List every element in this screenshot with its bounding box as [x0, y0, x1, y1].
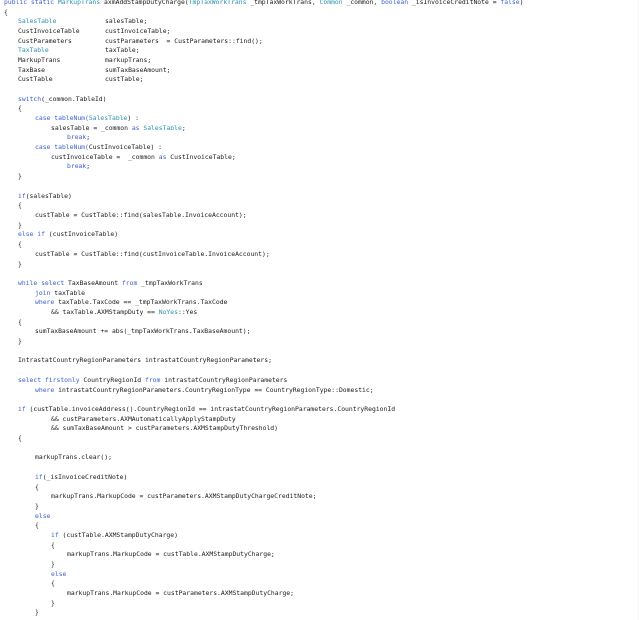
code-token: {	[51, 579, 55, 587]
code-line	[35, 607, 39, 617]
code-line	[35, 210, 247, 220]
code-token: }	[35, 502, 39, 510]
code-token: CustInvoiceTable) :	[88, 143, 162, 151]
code-token: {	[51, 541, 55, 549]
code-token: }	[51, 560, 55, 568]
code-line	[51, 491, 316, 501]
code-line	[18, 433, 22, 443]
code-token: TaxTable	[18, 46, 49, 54]
code-token: && taxTable.AXMStampDuty ==	[51, 308, 159, 316]
code-token: switch	[18, 95, 42, 103]
code-token: CustInvoiceTable	[18, 27, 80, 35]
code-line	[35, 249, 270, 259]
code-token: (custTable.invoiceAddress().CountryRegionId == intrastatCountryRegionParameters.CountryRegionId	[29, 405, 396, 413]
code-token: public static	[4, 0, 58, 6]
code-declaration-name	[105, 55, 151, 65]
code-token: SalesTable	[18, 17, 57, 25]
code-token: }	[18, 221, 22, 229]
code-token: CountryRegionId	[83, 376, 145, 384]
code-token: taxTable.TaxCode == _tmpTaxWorkTrans.TaxCode	[58, 298, 228, 306]
code-token: custParameters = CustParameters::find();	[105, 37, 263, 45]
code-token: markupTrans.clear();	[35, 453, 112, 461]
code-token: case	[35, 114, 55, 122]
code-line	[18, 375, 287, 385]
code-token: case	[35, 143, 55, 151]
code-token: {	[18, 201, 22, 209]
code-line	[35, 297, 227, 307]
code-token: {	[18, 434, 22, 442]
code-line	[18, 16, 148, 26]
code-token: intrastatCountryRegionParameters.CountryRegionType == CountryRegionType::Domestic;	[58, 386, 374, 394]
code-line	[35, 520, 39, 530]
code-token: NoYes	[158, 308, 178, 316]
code-token: MarkupTrans	[18, 56, 61, 64]
code-token: (_common.TableId)	[41, 95, 107, 103]
code-token: )	[519, 0, 524, 6]
code-token: _common,	[342, 0, 382, 6]
code-token: CustParameters	[18, 37, 72, 45]
code-line	[35, 482, 39, 492]
code-line	[67, 549, 275, 559]
code-token: ;	[86, 162, 91, 170]
code-line	[18, 355, 272, 365]
code-token: as	[131, 124, 144, 132]
code-token: TmpTaxWorkTrans	[188, 0, 247, 6]
code-token: Common	[319, 0, 343, 6]
code-line	[4, 7, 8, 17]
code-line	[18, 259, 22, 269]
code-token: }	[35, 608, 39, 616]
code-line	[35, 472, 127, 482]
code-token: ::Yes	[177, 308, 198, 316]
code-line	[18, 55, 152, 65]
code-line	[67, 588, 294, 598]
code-line	[18, 94, 107, 104]
code-token: false	[500, 0, 520, 6]
code-token: custInvoiceTable = _common	[51, 153, 159, 161]
code-token: custInvoiceTable;	[105, 27, 171, 35]
code-line	[35, 452, 112, 462]
code-token: (custInvoiceTable)	[48, 230, 119, 238]
code-token: }	[18, 337, 22, 345]
code-token: break	[67, 162, 87, 170]
code-token: }	[18, 172, 22, 180]
code-line	[51, 598, 55, 608]
code-line	[67, 161, 90, 171]
code-token: taxTable;	[105, 46, 140, 54]
code-declaration-name	[105, 45, 140, 55]
code-token: {	[18, 318, 22, 326]
code-line	[35, 142, 162, 152]
code-token: CustInvoiceTable;	[170, 153, 236, 161]
code-token: }	[51, 599, 55, 607]
code-token: {	[18, 240, 22, 248]
code-token: if	[51, 531, 63, 539]
code-token: SalesTable	[143, 124, 182, 132]
code-token: tableNum(	[54, 143, 89, 151]
code-token: custTable;	[105, 75, 144, 83]
code-token: && sumTaxBaseAmount > custParameters.AXMStampDutyThreshold)	[51, 424, 279, 432]
code-token: as	[158, 153, 171, 161]
code-token: ;	[181, 124, 186, 132]
code-line	[18, 103, 22, 113]
code-token: where	[35, 298, 59, 306]
code-line	[35, 385, 374, 395]
code-line	[51, 423, 278, 433]
code-line	[18, 74, 144, 84]
code-declaration-name	[105, 74, 143, 84]
code-token: sumTaxBaseAmount += abs(_tmpTaxWorkTrans.TaxBaseAmount);	[35, 327, 251, 335]
code-token: (salesTable)	[25, 192, 72, 200]
code-token: _isInvoiceCreditNote =	[408, 0, 501, 6]
code-token: if	[18, 405, 30, 413]
code-token: tableNum(	[54, 114, 89, 122]
code-line	[18, 26, 171, 36]
code-line	[18, 278, 203, 288]
code-token: else if	[18, 230, 49, 238]
code-token: {	[4, 8, 8, 16]
code-line	[18, 229, 118, 239]
code-token: && custParameters.AXMAutomaticallyApplyStampDuty	[51, 415, 236, 423]
code-token: break	[67, 133, 87, 141]
code-token: }	[18, 260, 22, 268]
code-token: {	[35, 483, 39, 491]
code-line	[51, 307, 197, 317]
code-line	[18, 239, 22, 249]
code-token: {	[35, 521, 39, 529]
code-line	[4, 0, 524, 7]
code-token: salesTable;	[105, 17, 148, 25]
code-token: salesTable = _common	[51, 124, 132, 132]
code-token: boolean	[381, 0, 409, 6]
code-token: MarkupTrans	[57, 0, 101, 6]
code-token: ;	[86, 133, 91, 141]
code-token: where	[35, 386, 59, 394]
code-token: else	[35, 512, 51, 520]
code-line	[18, 200, 22, 210]
code-token: _tmpTaxWorkTrans,	[246, 0, 320, 6]
code-token: axmAddStampDutyCharge(	[100, 0, 189, 6]
code-token: {	[18, 104, 22, 112]
code-token: if	[18, 192, 26, 200]
code-token: sumTaxBaseAmount;	[105, 66, 171, 74]
code-line	[18, 171, 22, 181]
code-token: (_isInvoiceCreditNote)	[42, 473, 128, 481]
code-token: markupTrans.MarkupCode = custParameters.AXMStampDutyCharge;	[67, 589, 295, 597]
code-token: markupTrans.MarkupCode = custTable.AXMStampDutyCharge;	[67, 550, 275, 558]
code-token: from	[121, 279, 142, 287]
code-token: (custTable.AXMStampDutyCharge)	[62, 531, 178, 539]
code-line	[35, 501, 39, 511]
code-token: ) :	[127, 114, 139, 122]
code-line	[18, 317, 22, 327]
code-line	[51, 530, 178, 540]
code-declaration-name	[105, 16, 147, 26]
code-line	[35, 326, 250, 336]
code-token: from	[144, 376, 165, 384]
code-token: if	[35, 473, 43, 481]
code-token: IntrastatCountryRegionParameters intrastatCountryRegionParameters;	[18, 356, 272, 364]
code-token: markupTrans.MarkupCode = custParameters.AXMStampDutyChargeCreditNote;	[51, 492, 317, 500]
code-line	[18, 404, 395, 414]
code-line	[35, 113, 139, 123]
code-token: CustTable	[18, 75, 53, 83]
code-line	[18, 191, 72, 201]
code-line	[18, 45, 140, 55]
code-line	[51, 540, 55, 550]
code-token: intrastatCountryRegionParameters	[164, 376, 288, 384]
code-token: custTable = CustTable::find(custInvoiceTable.InvoiceAccount);	[35, 250, 270, 258]
code-token: while select	[18, 279, 69, 287]
code-declaration-name	[105, 26, 170, 36]
code-token: else	[51, 570, 67, 578]
code-token: custTable = CustTable::find(salesTable.InvoiceAccount);	[35, 211, 247, 219]
code-line	[67, 132, 90, 142]
code-line	[51, 559, 55, 569]
code-token: TaxBase	[18, 66, 45, 74]
code-token: taxTable	[54, 289, 86, 297]
code-token: _tmpTaxWorkTrans	[141, 279, 203, 287]
code-token: select firstonly	[18, 376, 84, 384]
code-line	[18, 336, 22, 346]
code-token: SalesTable	[88, 114, 128, 122]
code-line	[51, 578, 55, 588]
code-token: join	[35, 289, 55, 297]
code-token: TaxBaseAmount	[68, 279, 122, 287]
code-token: markupTrans;	[105, 56, 152, 64]
